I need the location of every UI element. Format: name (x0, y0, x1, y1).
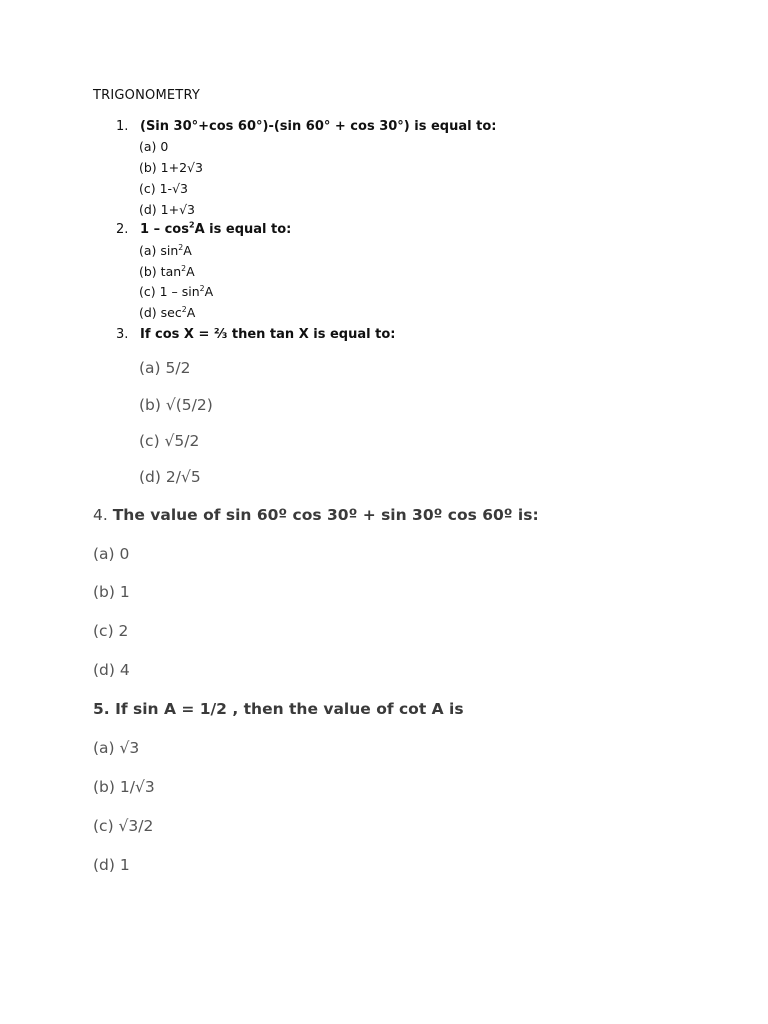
q3-option-b: (b) √(5/2) (139, 396, 213, 414)
q2-option-d: (d) $\sec^2A$ (139, 304, 196, 320)
question-5: 5. If sin A = 1/2 , then the value of cot A is (93, 700, 464, 718)
q4-option-c: (c) 2 (93, 622, 129, 640)
question-text: $1 - \cos^2A$ is equal to: (140, 220, 292, 237)
q1-option-b: (b) 1+2√3 (139, 160, 203, 175)
question-number: 1. (116, 119, 129, 134)
question-number: 3. (116, 327, 129, 342)
q3-option-c: (c) √5/2 (139, 432, 200, 450)
q1-option-d: (d) 1+√3 (139, 202, 196, 217)
q3-option-a: (a) 5/2 (139, 359, 191, 377)
document-title: TRIGONOMETRY (93, 88, 200, 103)
question-1 (116, 119, 496, 134)
question-2 (116, 222, 291, 237)
q2-option-c: (c) $1 - \sin^2A$ (139, 283, 214, 299)
question-4 (93, 506, 539, 524)
q4-option-a: (a) 0 (93, 545, 130, 563)
question-number: 2. (116, 222, 129, 237)
question-text: The value of sin 60º cos 30º + sin 30º cos 60º is: (112, 506, 539, 524)
q4-option-b: (b) 1 (93, 583, 130, 601)
q5-option-a: (a) √3 (93, 739, 140, 757)
question-text: If cos X = ⅔ then tan X is equal to: (140, 327, 396, 342)
q1-option-a: (a) 0 (139, 139, 169, 154)
q5-option-b: (b) 1/√3 (93, 778, 155, 796)
question-number: 4. (93, 506, 108, 524)
question-text: (Sin 30°+cos 60°)-(sin 60° + cos 30°) is equal to: (140, 119, 497, 134)
q4-option-d: (d) 4 (93, 661, 130, 679)
q5-option-c: (c) √3/2 (93, 817, 154, 835)
q5-option-d: (d) 1 (93, 856, 130, 874)
q2-option-a: (a) $\sin^2A$ (139, 242, 192, 258)
q1-option-c: (c) 1-√3 (139, 181, 188, 196)
question-3 (116, 327, 395, 342)
q2-option-b: (b) $\tan^2A$ (139, 263, 195, 279)
q3-option-d: (d) 2/√5 (139, 468, 201, 486)
